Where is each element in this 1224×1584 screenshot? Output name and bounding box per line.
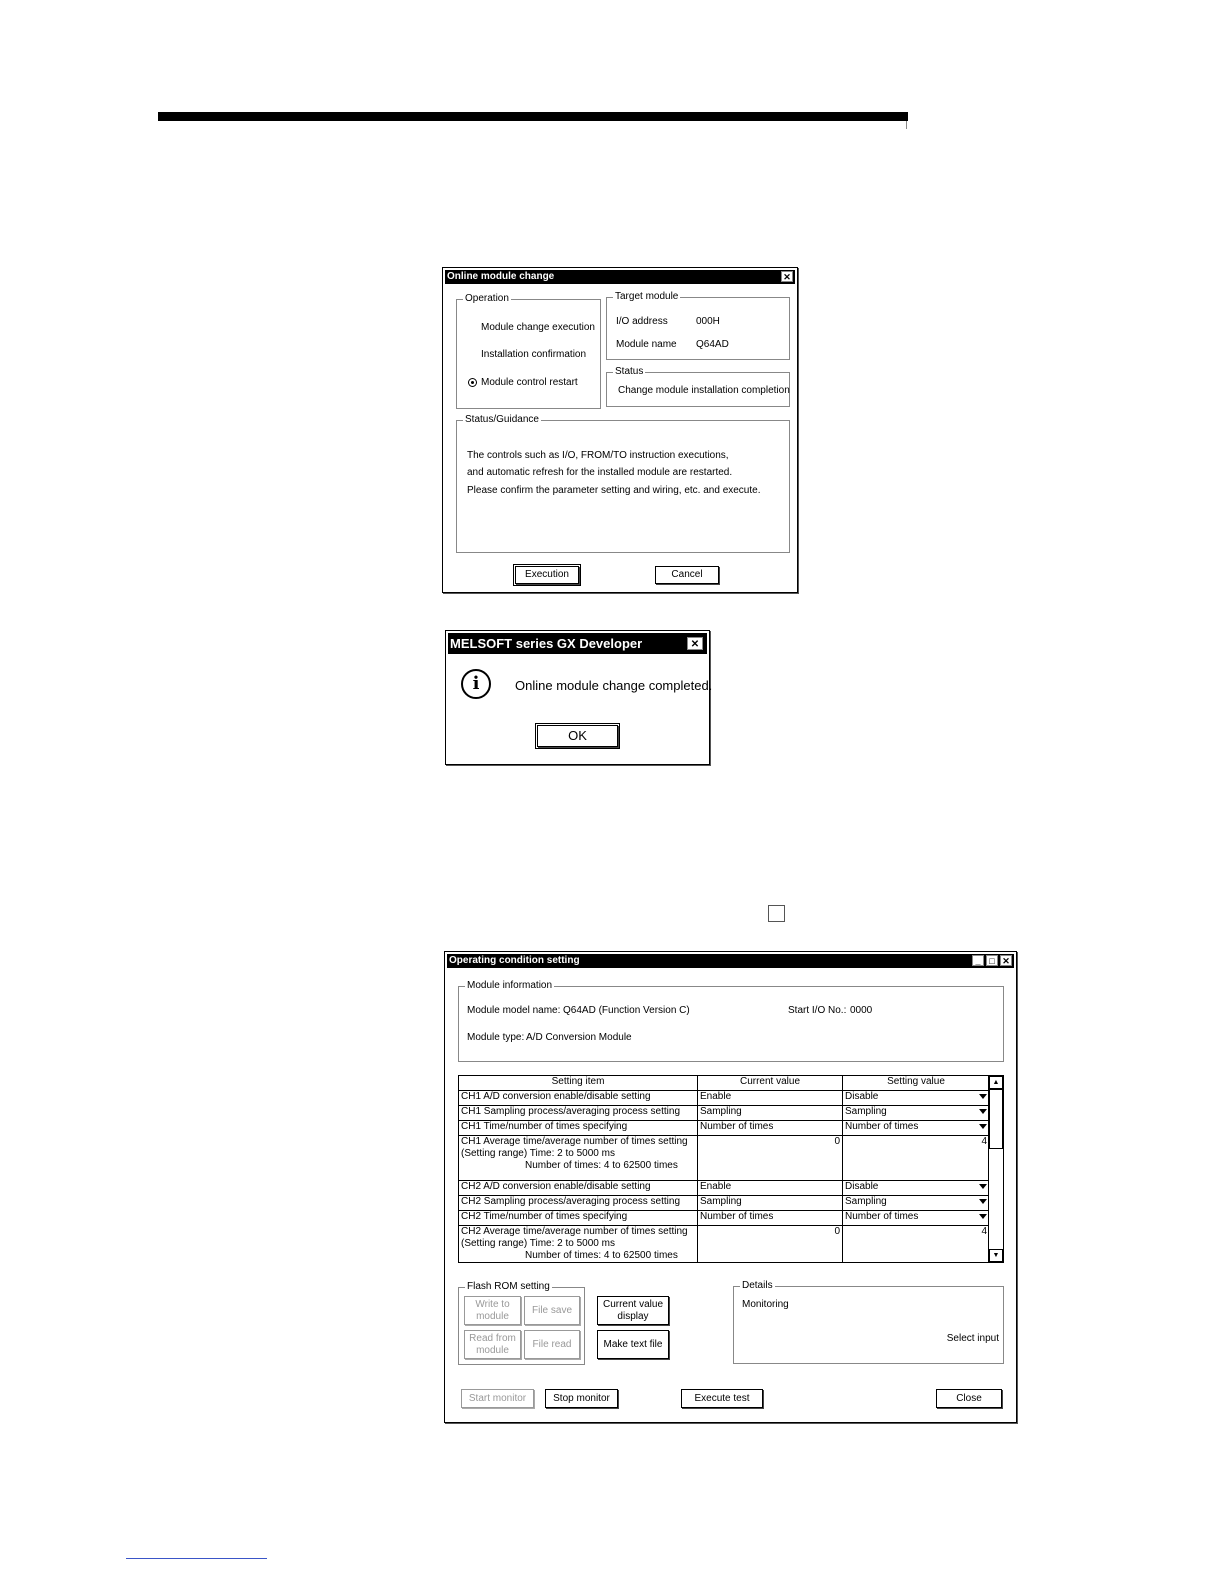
setting-item-cell: CH1 Time/number of times specifying [459, 1121, 698, 1136]
read-from-module-button[interactable]: Read from module [464, 1330, 521, 1359]
table-row [459, 1226, 990, 1264]
current-value-cell: Number of times [698, 1211, 843, 1226]
status-guidance-legend: Status/Guidance [465, 414, 539, 425]
scroll-thumb[interactable] [989, 1089, 1003, 1149]
col-header-current-value: Current value [698, 1076, 843, 1091]
current-value-cell: Enable [698, 1091, 843, 1106]
dialog-title: Online module change [447, 271, 555, 282]
status-guidance-group [456, 414, 790, 553]
dropdown-arrow-icon[interactable] [979, 1109, 987, 1114]
module-model-name-label: Module model name: [467, 1005, 561, 1016]
window-titlebar [447, 954, 1014, 968]
current-value-cell: Sampling [698, 1196, 843, 1211]
flash-rom-setting-group [458, 1281, 585, 1365]
settings-table [458, 1075, 990, 1263]
option-module-control-restart[interactable]: Module control restart [481, 377, 578, 388]
start-monitor-button[interactable]: Start monitor [461, 1389, 534, 1408]
setting-value-input[interactable]: 4 [843, 1226, 990, 1264]
table-row [459, 1091, 990, 1106]
status-legend: Status [615, 366, 644, 377]
scroll-down-icon[interactable]: ▼ [989, 1249, 1003, 1262]
file-save-button[interactable]: File save [524, 1296, 580, 1325]
option-installation-confirmation[interactable]: Installation confirmation [481, 349, 587, 360]
message-titlebar [448, 633, 707, 654]
dropdown-arrow-icon[interactable] [979, 1124, 987, 1129]
make-text-file-button[interactable]: Make text file [597, 1330, 669, 1359]
table-row [459, 1106, 990, 1121]
message-text: Online module change completed. [515, 678, 713, 693]
setting-item-line-1: CH2 Average time/average number of times setting [461, 1226, 688, 1237]
setting-item-cell [459, 1136, 698, 1181]
io-address-value: 000H [696, 316, 720, 327]
close-icon[interactable]: ✕ [687, 637, 703, 650]
close-button[interactable]: Close [936, 1389, 1002, 1408]
settings-table-frame [458, 1075, 1004, 1263]
current-value-cell: Enable [698, 1181, 843, 1196]
details-text: Monitoring [742, 1299, 789, 1310]
header-rule [158, 112, 908, 121]
module-name-value: Q64AD [696, 339, 729, 350]
module-model-name-value: Q64AD (Function Version C) [563, 1005, 690, 1016]
table-row [459, 1196, 990, 1211]
file-read-button[interactable]: File read [524, 1330, 580, 1359]
module-name-label: Module name [616, 339, 677, 350]
module-type-label: Module type: [467, 1032, 525, 1043]
table-row [459, 1181, 990, 1196]
setting-item-cell: CH2 Sampling process/averaging process setting [459, 1196, 698, 1211]
execution-button[interactable]: Execution [515, 566, 579, 584]
dialog-titlebar [445, 270, 795, 284]
setting-value-dropdown[interactable] [843, 1181, 990, 1196]
close-icon[interactable]: ✕ [1000, 955, 1012, 966]
setting-item-line-3: Number of times: 4 to 62500 times [525, 1250, 678, 1261]
ok-button[interactable]: OK [537, 725, 618, 747]
message-title: MELSOFT series GX Developer [450, 636, 643, 651]
setting-value-text: Disable [845, 1091, 879, 1102]
current-value-cell: Number of times [698, 1121, 843, 1136]
start-io-value: 0000 [850, 1005, 873, 1016]
setting-item-line-2: (Setting range) Time: 2 to 5000 ms [461, 1148, 615, 1159]
footer-rule [126, 1558, 267, 1559]
guidance-line-2: and automatic refresh for the installed module are restarted. [467, 467, 733, 478]
radio-module-control-restart[interactable] [468, 378, 477, 387]
guidance-line-3: Please confirm the parameter setting and wiring, etc. and execute. [467, 485, 761, 496]
select-input-text: Select input [946, 1333, 999, 1344]
current-value-display-button[interactable]: Current value display [597, 1296, 669, 1325]
close-icon[interactable]: ✕ [781, 271, 793, 282]
col-header-setting-item: Setting item [459, 1076, 698, 1091]
table-row [459, 1211, 990, 1226]
window-title: Operating condition setting [449, 955, 580, 966]
current-value-cell: 0 [698, 1226, 843, 1264]
header-rule-tick [906, 121, 907, 129]
table-row [459, 1136, 990, 1181]
flash-rom-legend: Flash ROM setting [467, 1281, 550, 1292]
setting-item-cell [459, 1226, 698, 1264]
setting-item-cell: CH1 A/D conversion enable/disable setting [459, 1091, 698, 1106]
minimize-icon[interactable]: _ [972, 955, 984, 966]
setting-item-cell: CH1 Sampling process/averaging process setting [459, 1106, 698, 1121]
setting-value-dropdown[interactable] [843, 1211, 990, 1226]
setting-value-input[interactable]: 4 [843, 1136, 990, 1181]
option-module-change-execution[interactable]: Module change execution [481, 322, 595, 333]
stop-monitor-button[interactable]: Stop monitor [545, 1389, 618, 1408]
start-io-label: Start I/O No.: [788, 1005, 847, 1016]
setting-value-text: Sampling [845, 1106, 887, 1117]
dropdown-arrow-icon[interactable] [979, 1214, 987, 1219]
setting-value-dropdown[interactable] [843, 1091, 990, 1106]
guidance-line-1: The controls such as I/O, FROM/TO instruction executions, [467, 450, 729, 461]
setting-item-line-3: Number of times: 4 to 62500 times [525, 1160, 678, 1171]
setting-value-dropdown[interactable] [843, 1121, 990, 1136]
info-icon: i [461, 669, 491, 699]
target-module-group [606, 291, 790, 360]
setting-item-line-1: CH1 Average time/average number of times setting [461, 1136, 688, 1147]
details-group [733, 1280, 1004, 1364]
melsoft-message-dialog [445, 630, 713, 765]
setting-value-dropdown[interactable] [843, 1196, 990, 1211]
current-value-cell: Sampling [698, 1106, 843, 1121]
status-group [606, 366, 790, 407]
setting-value-text: Disable [845, 1181, 879, 1192]
operation-group [456, 293, 601, 409]
cancel-button[interactable]: Cancel [655, 566, 719, 584]
operating-condition-setting-window [444, 951, 1017, 1423]
write-to-module-button[interactable]: Write to module [464, 1296, 521, 1325]
setting-item-cell: CH2 A/D conversion enable/disable setting [459, 1181, 698, 1196]
module-type-value: A/D Conversion Module [526, 1032, 632, 1043]
online-module-change-dialog [442, 267, 798, 593]
maximize-icon[interactable]: □ [986, 955, 998, 966]
target-module-legend: Target module [615, 291, 679, 302]
execute-test-button[interactable]: Execute test [681, 1389, 763, 1408]
setting-item-line-2: (Setting range) Time: 2 to 5000 ms [461, 1238, 615, 1249]
vertical-scrollbar[interactable] [988, 1076, 1003, 1262]
setting-value-text: Number of times [845, 1211, 919, 1222]
module-information-legend: Module information [467, 980, 553, 991]
module-information-group [458, 980, 1004, 1062]
setting-value-text: Number of times [845, 1121, 919, 1132]
operation-legend: Operation [465, 293, 509, 304]
details-legend: Details [742, 1280, 773, 1291]
setting-item-cell: CH2 Time/number of times specifying [459, 1211, 698, 1226]
dropdown-arrow-icon[interactable] [979, 1199, 987, 1204]
scroll-up-icon[interactable]: ▲ [989, 1076, 1003, 1089]
current-value-cell: 0 [698, 1136, 843, 1181]
col-header-setting-value: Setting value [843, 1076, 990, 1091]
dropdown-arrow-icon[interactable] [979, 1184, 987, 1189]
io-address-label: I/O address [616, 316, 668, 327]
dropdown-arrow-icon[interactable] [979, 1094, 987, 1099]
small-square-box [768, 905, 785, 922]
table-header-row [459, 1076, 990, 1091]
status-text: Change module installation completion [618, 385, 790, 396]
setting-value-text: Sampling [845, 1196, 887, 1207]
setting-value-dropdown[interactable] [843, 1106, 990, 1121]
table-row [459, 1121, 990, 1136]
